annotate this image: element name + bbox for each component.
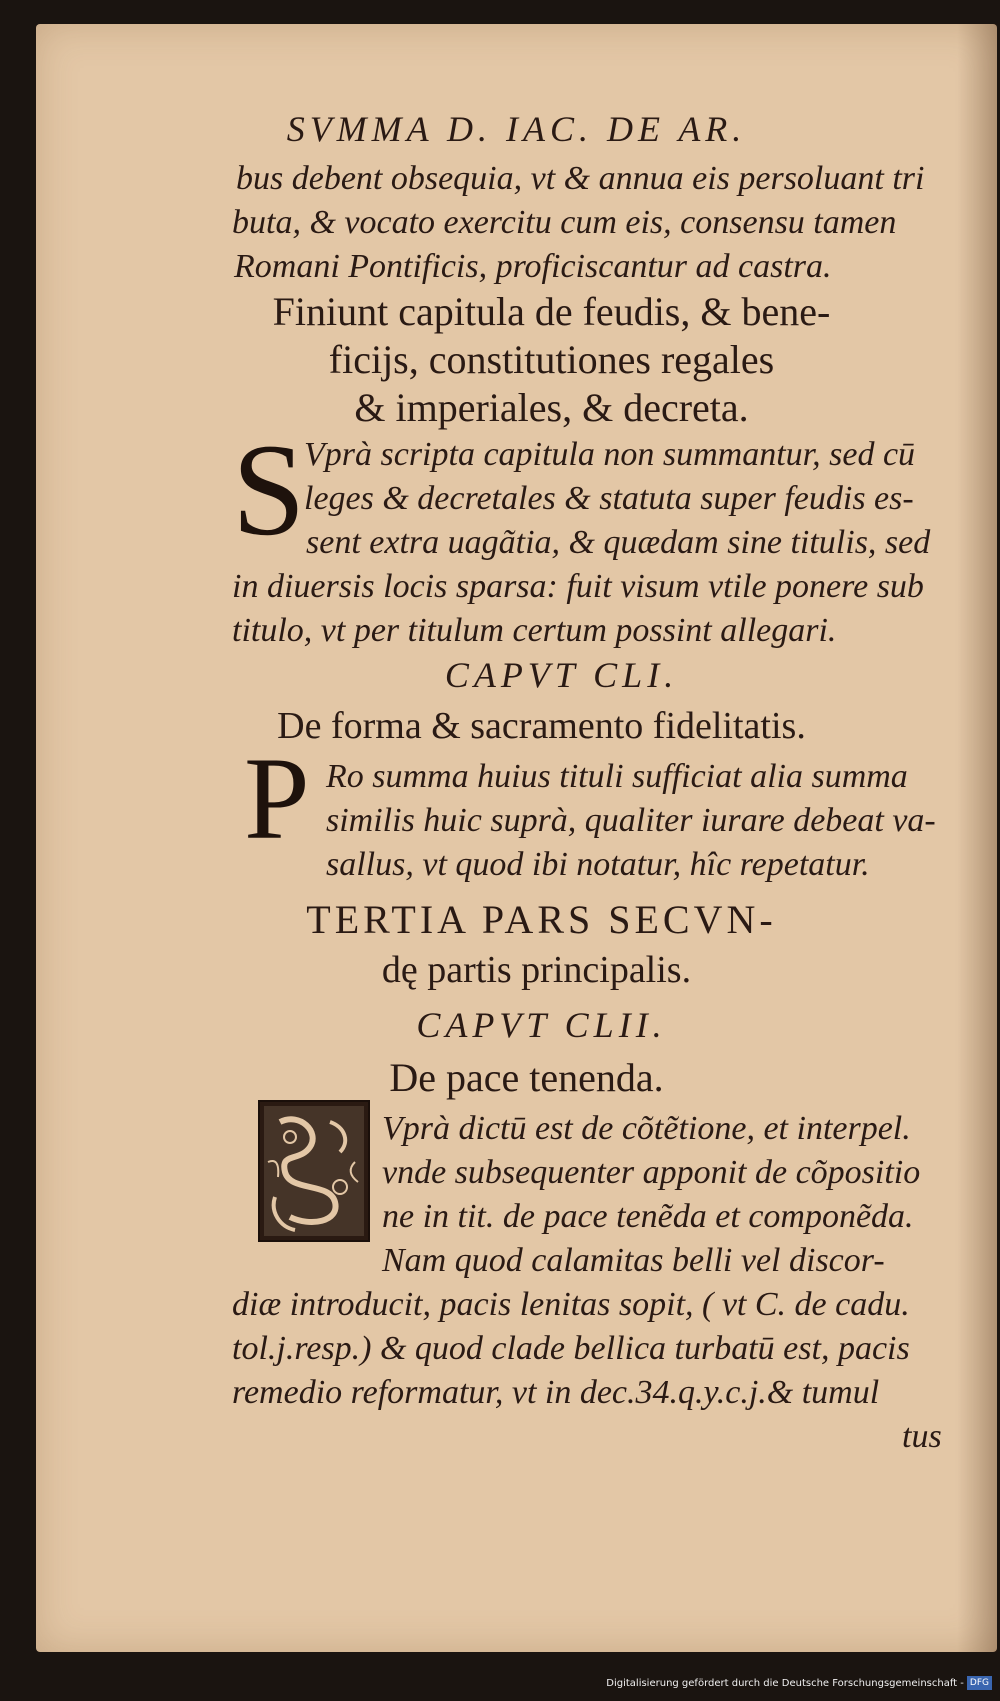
text-line: bus debent obsequia, vt & annua eis persoluant tri <box>236 160 925 197</box>
text-line: leges & decretales & statuta super feudis es- <box>304 480 914 517</box>
text-line: in diuersis locis sparsa: fuit visum vtile ponere sub <box>232 568 924 605</box>
credit-text: Digitalisierung gefördert durch die Deutsche Forschungsgemeinschaft - <box>606 1678 964 1689</box>
text-line: similis huic suprà, qualiter iurare debeat va- <box>326 802 936 839</box>
part-title-line: TERTIA PARS SECVN- <box>306 897 777 942</box>
dfg-logo: DFG <box>967 1676 992 1690</box>
text-line: Ro summa huius tituli sufficiat alia summa <box>326 758 908 795</box>
ornamental-initial <box>258 1100 370 1242</box>
chapter-title: De forma & sacramento fidelitatis. <box>277 705 806 747</box>
text-line: Vprà scripta capitula non summantur, sed cū <box>304 436 916 473</box>
part-title-line: dę partis principalis. <box>381 949 692 991</box>
text-line: sent extra uagãtia, & quædam sine titulis, sed <box>306 524 931 561</box>
text-line: buta, & vocato exercitu cum eis, consensu tamen <box>232 204 897 241</box>
text-line: Romani Pontificis, proficiscantur ad castra. <box>234 248 832 285</box>
section-heading-line: & imperiales, & decreta. <box>354 385 749 430</box>
text-line: remedio reformatur, vt in dec.34.q.y.c.j.& tumul <box>232 1374 880 1411</box>
running-head: SVMMA D. IAC. DE AR. <box>286 109 747 149</box>
catchword: tus <box>902 1418 942 1455</box>
section-heading-line: ficijs, constitutiones regales <box>328 337 775 382</box>
text-line: sallus, vt quod ibi notatur, hîc repetatur. <box>326 846 870 883</box>
text-line: Vprà dictū est de cõtẽtione, et interpel. <box>382 1110 911 1147</box>
drop-cap: P <box>244 733 310 864</box>
drop-cap: S <box>232 416 306 563</box>
digitization-credit <box>0 1671 992 1697</box>
text-line: tol.j.resp.) & quod clade bellica turbatū est, pacis <box>232 1330 910 1367</box>
chapter-title: De pace tenenda. <box>389 1055 664 1100</box>
chapter-number: CAPVT CLII. <box>416 1005 667 1045</box>
text-line: diæ introducit, pacis lenitas sopit, ( vt C. de cadu. <box>232 1286 910 1323</box>
chapter-number: CAPVT CLI. <box>444 655 679 695</box>
text-line: vnde subsequenter apponit de cõpositio <box>382 1154 921 1191</box>
text-line: titulo, vt per titulum certum possint allegari. <box>232 612 837 649</box>
text-line: ne in tit. de pace tenẽda et componẽda. <box>382 1198 914 1235</box>
book-page <box>36 24 997 1652</box>
section-heading-line: Finiunt capitula de feudis, & bene- <box>272 289 831 334</box>
text-line: Nam quod calamitas belli vel discor- <box>382 1242 885 1279</box>
